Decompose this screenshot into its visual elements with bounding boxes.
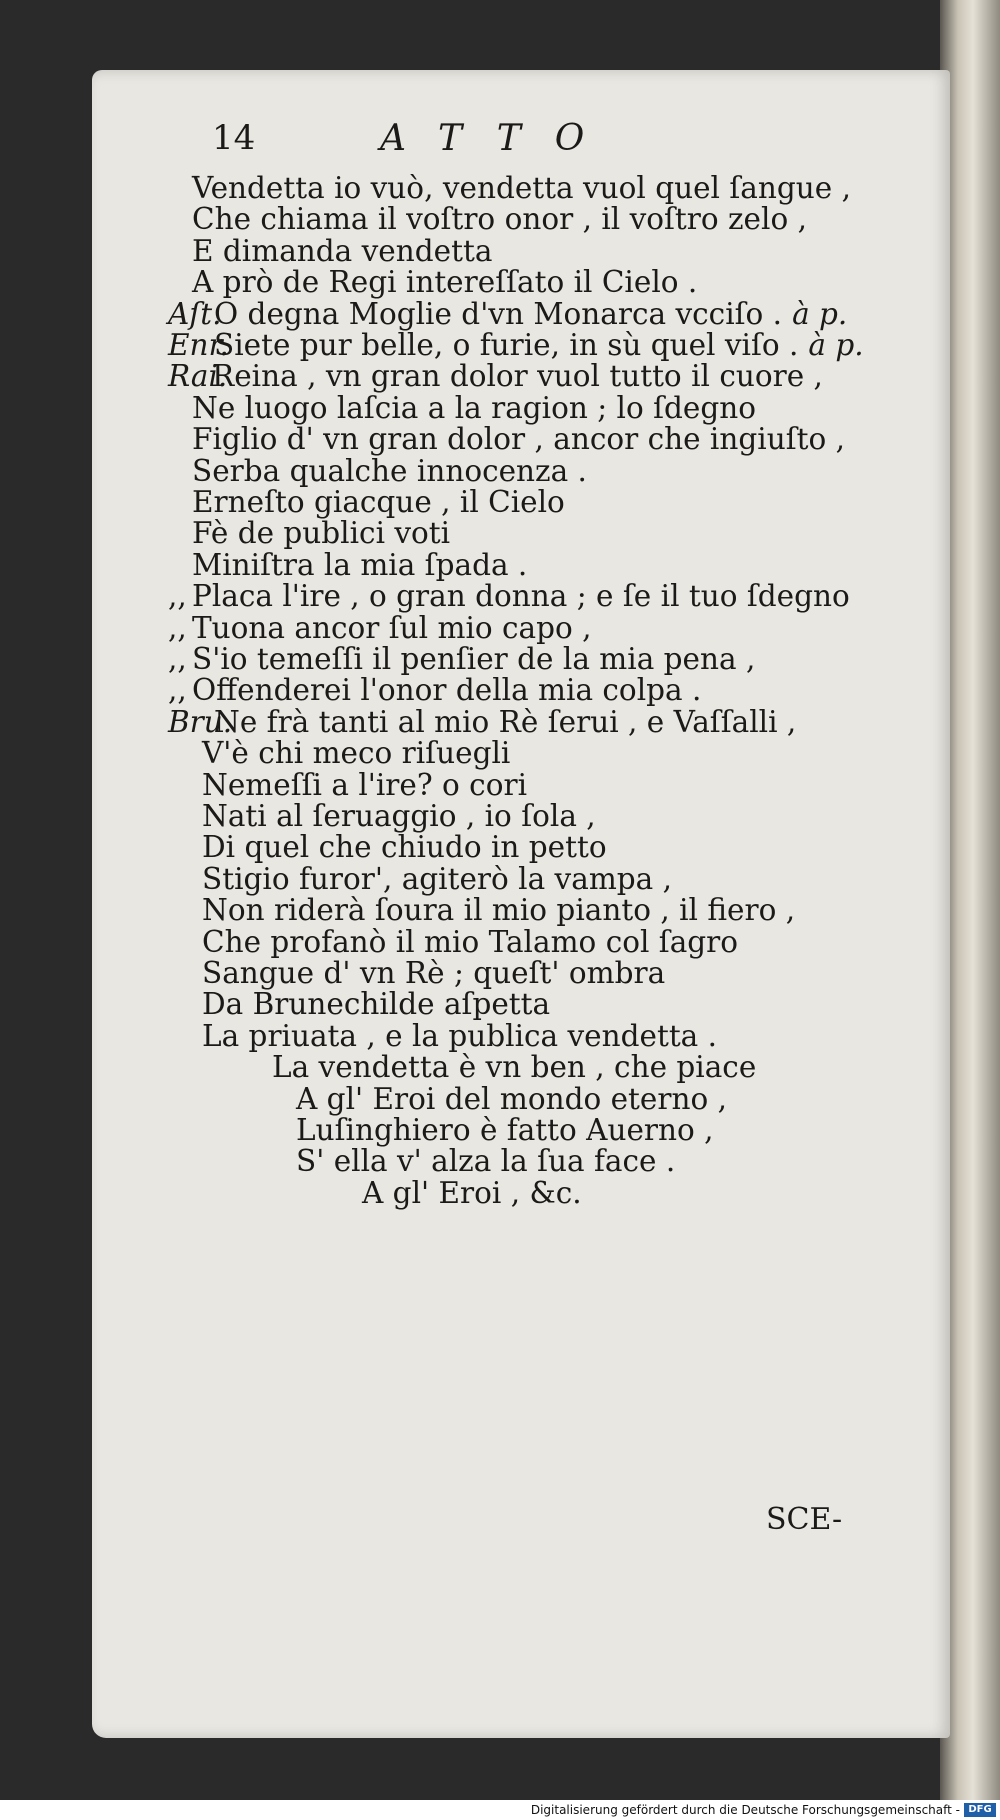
line-text: Stigio furor', agiterò la vampa ,: [202, 861, 673, 896]
line-text: Vendetta io vuò, vendetta vuol quel ſangue ,: [192, 171, 851, 205]
line-text: Reina , vn gran dolor vuol tutto il cuore ,: [212, 359, 823, 394]
line-text: O degna Moglie d'vn Monarca vcciſo .: [214, 296, 783, 331]
line-text: Luſinghiero è fatto Auerno ,: [296, 1113, 714, 1147]
verse-line-text: [362, 1175, 592, 1211]
line-text: S' ella v' alza la ſua face .: [296, 1144, 676, 1179]
quotation-mark: ,,: [168, 673, 187, 708]
book-page: [92, 70, 950, 1738]
stage-direction: à p.: [808, 328, 864, 362]
line-text: Erneſto giacque , il Cielo: [192, 485, 565, 519]
line-text: Figlio d' vn gran dolor , ancor che ingiuſto ,: [192, 422, 845, 457]
line-text: Non riderà ſoura il mio pianto , il fiero ,: [202, 893, 796, 928]
digitization-footer: [0, 1800, 1000, 1820]
line-text: V'è chi meco riſuegli: [202, 736, 511, 771]
quotation-mark: ,,: [168, 642, 187, 676]
running-head: ATTO: [380, 118, 619, 159]
line-text: Da Brunechilde aſpetta: [202, 987, 551, 1022]
stage-direction: à p.: [792, 296, 848, 331]
line-text: Miniſtra la mia ſpada .: [192, 547, 528, 582]
line-text: Tuona ancor ſul mio capo ,: [192, 610, 592, 645]
quotation-mark: ,,: [168, 610, 187, 645]
line-text: Nati al ſeruaggio , io ſola ,: [202, 799, 596, 833]
line-text: La priuata , e la publica vendetta .: [202, 1018, 718, 1053]
line-text: A gl' Eroi del mondo eterno ,: [296, 1081, 727, 1116]
line-text: Che profanò il mio Talamo col ſagro: [202, 924, 739, 959]
line-text: Offenderei l'onor della mia colpa .: [192, 673, 702, 708]
line-text: Placa l'ire , o gran donna ; e ſe il tuo ſdegno: [192, 579, 850, 614]
line-text: Ne frà tanti al mio Rè ſerui , e Vaſſalli ,: [214, 704, 797, 739]
line-text: Siete pur belle, o furie, in sù quel viſo .: [214, 328, 799, 362]
page-number: 14: [212, 118, 256, 158]
line-text: Sangue d' vn Rè ; queſt' ombra: [202, 956, 666, 990]
line-text: Ne luogo laſcia a la ragion ; lo ſdegno: [192, 390, 757, 425]
speaker-label: Bru.: [168, 704, 233, 739]
line-text: Serba qualche innocenza .: [192, 453, 587, 488]
line-text: Nemeſſi a l'ire? o cori: [202, 767, 528, 802]
catchword: SCE-: [766, 1502, 843, 1537]
verse-line: [92, 1175, 950, 1211]
line-text: Fè de publici voti: [192, 516, 451, 551]
speaker-label: Rai.: [168, 359, 228, 394]
speaker-label: Aſt.: [168, 296, 222, 331]
line-text: La vendetta è vn ben , che piace: [272, 1050, 757, 1085]
dfg-logo: DFG: [964, 1803, 996, 1817]
line-text: Di quel che chiudo in petto: [202, 830, 607, 865]
line-text: E dimanda vendetta: [192, 233, 493, 268]
line-text: A prò de Regi intereſſato il Cielo .: [192, 265, 698, 300]
line-text: Che chiama il voſtro onor , il voſtro zelo ,: [192, 202, 807, 237]
page-header: [212, 118, 772, 172]
speaker-label: Enr.: [168, 328, 229, 362]
line-text: A gl' Eroi , &c.: [362, 1175, 582, 1210]
quotation-mark: ,,: [168, 579, 187, 614]
line-text: S'io temeſſi il penſier de la mia pena ,: [192, 642, 756, 676]
footer-credit: Digitalisierung gefördert durch die Deutsche Forschungsgemeinschaft -: [530, 1803, 960, 1817]
